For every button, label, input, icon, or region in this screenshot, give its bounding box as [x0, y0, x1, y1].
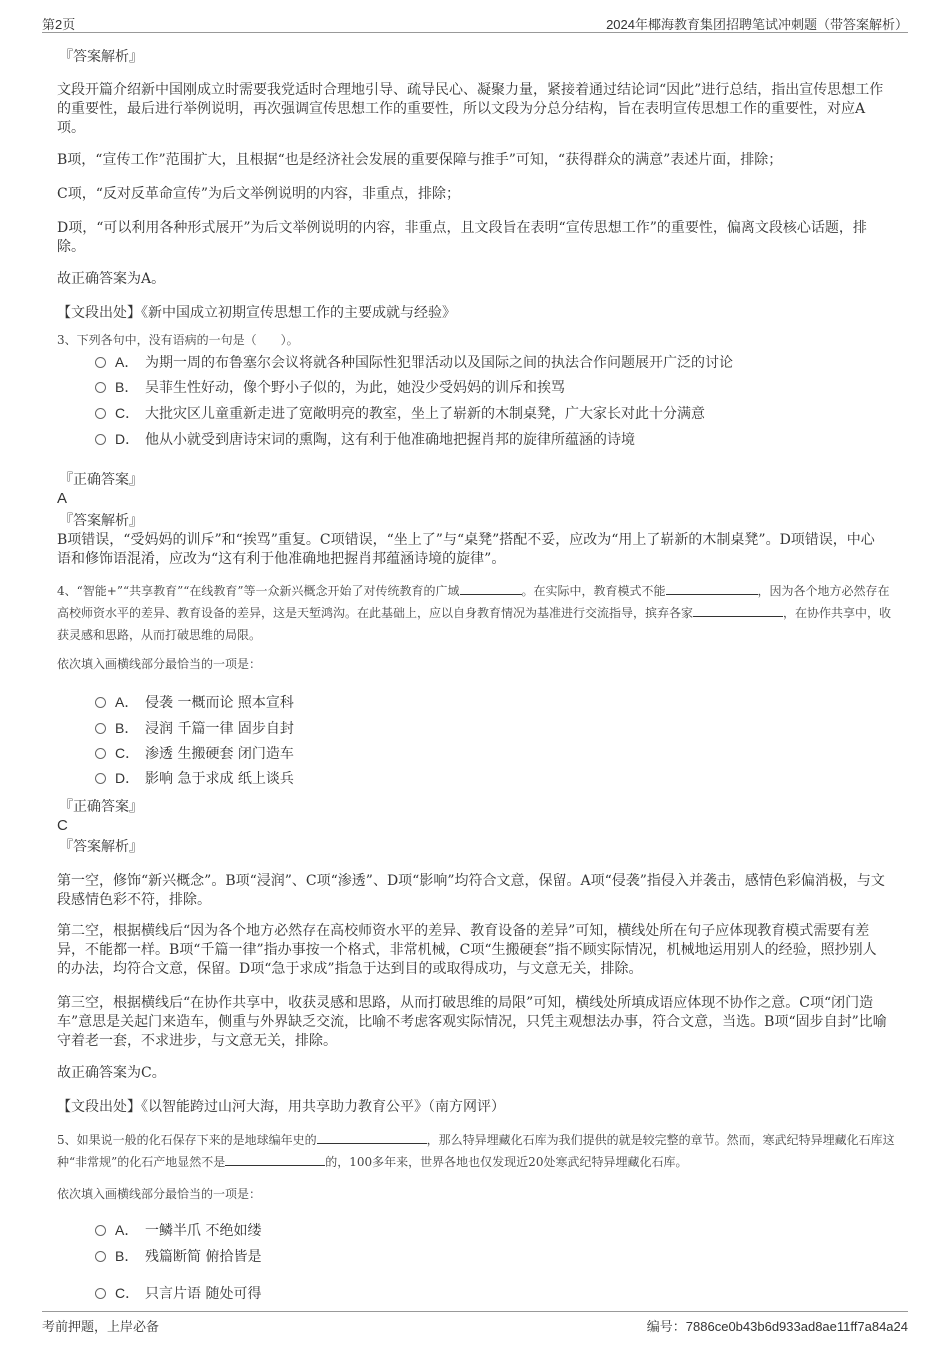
footer-slogan: 考前押题，上岸必备	[42, 1319, 160, 1334]
answer-label: 『正确答案』	[59, 472, 143, 488]
answer-label: 『正确答案』	[59, 799, 143, 815]
q4-answer: C	[57, 817, 68, 834]
blank-2	[225, 1153, 325, 1166]
q3-option-d[interactable]: D． 他从小就受到唐诗宋词的熏陶，这有利于他准确地把握肖邦的旋律所蕴涵的诗境	[95, 429, 635, 449]
q2-conclusion: 故正确答案为A。	[57, 271, 166, 287]
q4-option-c[interactable]: C． 渗透 生搬硬套 闭门造车	[95, 743, 294, 763]
q4-stem: 4、“智能+”“共享教育”“在线教育”等一众新兴概念开始了对传统教育的广域 。在实际中，教育模式不能 ，因为各个地方必然存在高校师资水平的差异、教育设备的差异，这是天堑鸿沟。在此基础上，应以自身教育情况为基准进行交流指导，摈弃各家 ，在协作共享中，收获灵感和思路，从而打破思维的局限。	[57, 584, 892, 642]
blank-1	[460, 582, 522, 595]
page-number: 第2页	[42, 17, 76, 32]
q5-option-a[interactable]: A． 一鳞半爪 不绝如缕	[95, 1220, 261, 1240]
q2-analysis-p3: C项，“反对反革命宣传”为后文举例说明的内容，非重点，排除；	[57, 186, 461, 202]
blank-3	[693, 604, 783, 617]
radio-icon[interactable]	[95, 723, 106, 734]
q3-analysis: B项错误，“受妈妈的训斥”和“挨骂”重复。C项错误，“坐上了”与“桌凳”搭配不妥，应改为“用上了崭新的木制桌凳”。D项错误，中心语和修饰语混淆，应改为“这有利于他准确地把握肖邦蕴涵诗境的旋律”。	[57, 532, 875, 567]
fill-prompt: 依次填入画横线部分最恰当的一项是：	[57, 657, 262, 671]
q4-analysis-p1: 第一空，修饰“新兴概念”。B项“浸润”、C项“渗透”、D项“影响”均符合文意，保留。A项“侵袭”指侵入并袭击，感情色彩偏消极，与文段感情色彩不符，排除。	[57, 873, 885, 908]
page-footer	[42, 1311, 908, 1334]
source-label: 【文段出处】	[57, 1099, 141, 1115]
q5-option-c[interactable]: C． 只言片语 随处可得	[95, 1283, 261, 1303]
q4-conclusion: 故正确答案为C。	[57, 1065, 166, 1081]
radio-icon[interactable]	[95, 697, 106, 708]
q3-option-c[interactable]: C． 大批灾区儿童重新走进了宽敞明亮的教室，坐上了崭新的木制桌凳，广大家长对此十分满意	[95, 403, 705, 423]
q3-option-b[interactable]: B． 吴菲生性好动，像个野小子似的，为此，她没少受妈妈的训斥和挨骂	[95, 377, 565, 397]
blank-1	[317, 1131, 427, 1144]
q4-analysis-p2: 第二空，根据横线后“因为各个地方必然存在高校师资水平的差异、教育设备的差异”可知，横线处所在句子应体现教育模式需要有差异，不能都一样。B项“千篇一律”指办事按一个格式，非常机械，C项“生搬硬套”指不顾实际情况，机械地运用别人的经验，照抄别人的办法，均符合文意，保留。D项“急于求成”指急于达到目的或取得成功，与文意无关，排除。	[57, 923, 877, 977]
radio-icon[interactable]	[95, 357, 106, 368]
footer-id: 编号：7886ce0b43b6d933ad8ae11ff7a84a24	[646, 1319, 908, 1334]
q2-analysis-p1: 文段开篇介绍新中国刚成立时需要我党适时合理地引导、疏导民心、凝聚力量，紧接着通过结论词“因此”进行总结，指出宣传思想工作的重要性，最后进行举例说明，再次强调宣传思想工作的重要性，所以文段为分总分结构，旨在表明宣传思想工作的重要性，对应A项。	[57, 82, 884, 136]
q3-stem: 3、下列各句中，没有语病的一句是（ ）。	[57, 333, 299, 347]
page-header	[42, 12, 908, 33]
blank-2	[666, 582, 758, 595]
q3-option-a[interactable]: A． 为期一周的布鲁塞尔会议将就各种国际性犯罪活动以及国际之间的执法合作问题展开广泛的讨论	[95, 352, 733, 372]
source-label: 【文段出处】	[57, 305, 141, 321]
source-text: 《以智能跨过山河大海，用共享助力教育公平》（南方网评）	[141, 1099, 505, 1115]
radio-icon[interactable]	[95, 1288, 106, 1299]
q5-option-b[interactable]: B． 残篇断简 俯拾皆是	[95, 1246, 261, 1266]
q2-source	[57, 304, 887, 323]
radio-icon[interactable]	[95, 408, 106, 419]
radio-icon[interactable]	[95, 773, 106, 784]
document-title: 2024年椰海教育集团招聘笔试冲刺题（带答案解析）	[606, 17, 908, 32]
radio-icon[interactable]	[95, 748, 106, 759]
q4-analysis-p3: 第三空，根据横线后“在协作共享中，收获灵感和思路，从而打破思维的局限”可知，横线处所填成语应体现不协作之意。C项“闭门造车”意思是关起门来造车，侧重与外界缺乏交流，比喻不考虑客观实际情况，只凭主观想法办事，符合文意，当选。B项“固步自封”比喻守着老一套，不求进步，与文意无关，排除。	[57, 995, 887, 1049]
analysis-label: 『答案解析』	[59, 839, 143, 855]
radio-icon[interactable]	[95, 1251, 106, 1262]
q2-analysis-p2: B项，“宣传工作”范围扩大，且根据“也是经济社会发展的重要保障与推手”可知，“获得群众的满意”表述片面，排除；	[57, 152, 783, 168]
q4-option-a[interactable]: A． 侵袭 一概而论 照本宣科	[95, 692, 294, 712]
q4-source	[57, 1098, 887, 1117]
q3-answer: A	[57, 490, 68, 507]
radio-icon[interactable]	[95, 382, 106, 393]
q5-stem: 5、如果说一般的化石保存下来的是地球编年史的 ，那么特异埋藏化石库为我们提供的就是较完整的章节。然而，寒武纪特异埋藏化石库这种“非常规”的化石产地显然不是 的，100多年来，世界各地也仅发现近20处寒武纪特异埋藏化石库。	[57, 1133, 895, 1169]
fill-prompt: 依次填入画横线部分最恰当的一项是：	[57, 1187, 262, 1201]
q4-option-d[interactable]: D． 影响 急于求成 纸上谈兵	[95, 768, 294, 788]
q2-analysis-p4: D项，“可以利用各种形式展开”为后文举例说明的内容，非重点，且文段旨在表明“宣传思想工作”的重要性，偏离文段核心话题，排除。	[57, 220, 867, 255]
radio-icon[interactable]	[95, 434, 106, 445]
analysis-label: 『答案解析』	[59, 49, 143, 65]
q4-option-b[interactable]: B． 浸润 千篇一律 固步自封	[95, 718, 294, 738]
source-text: 《新中国成立初期宣传思想工作的主要成就与经验》	[141, 305, 456, 321]
analysis-label: 『答案解析』	[59, 513, 143, 529]
radio-icon[interactable]	[95, 1225, 106, 1236]
